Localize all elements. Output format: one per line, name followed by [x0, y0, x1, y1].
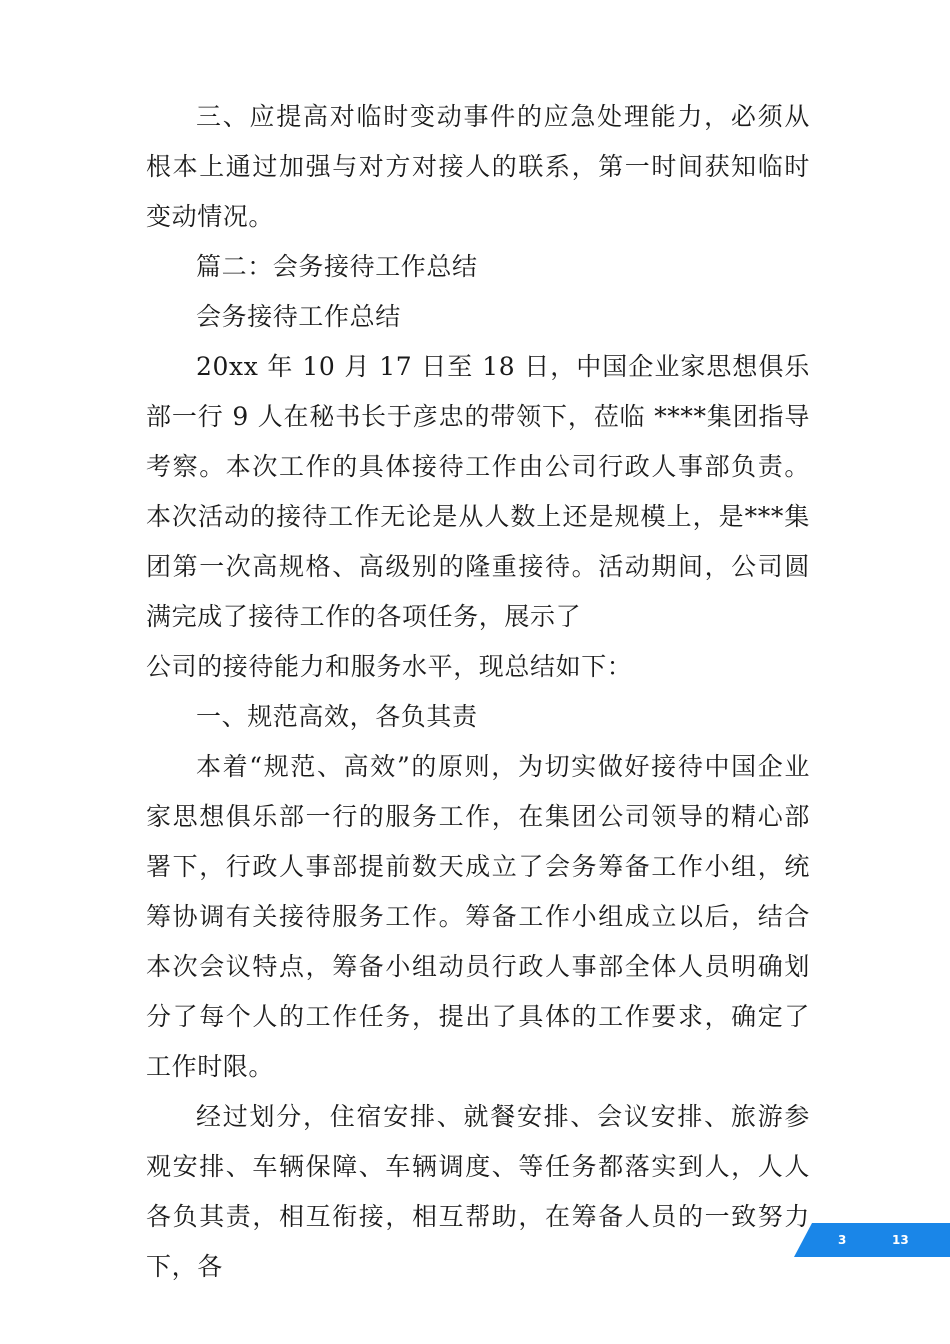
document-body	[146, 92, 810, 1292]
page-footer-band	[794, 1223, 950, 1257]
footer-band-shape	[794, 1223, 950, 1257]
document-title: 会务接待工作总结	[196, 302, 401, 331]
paragraph-preparation-team: 本着“规范、高效”的原则，为切实做好接待中国企业家思想俱乐部一行的服务工作，在集团公司领导的精心部署下，行政人事部提前数天成立了会务筹备工作小组，统筹协调有关接待服务工作。筹备工作小组成立以后，结合本次会议特点，筹备小组动员行政人事部全体人员明确划分了每个人的工作任务，提出了具体的工作要求，确定了工作时限。	[146, 752, 810, 1081]
paragraph-emergency-handling: 三、应提高对临时变动事件的应急处理能力，必须从根本上通过加强与对方对接人的联系，第一时间获知临时变动情况。	[146, 102, 810, 231]
paragraph-summary-intro: 公司的接待能力和服务水平，现总结如下：	[146, 652, 633, 681]
paragraph-event-overview: 20xx 年 10 月 17 日至 18 日，中国企业家思想俱乐部一行 9 人在秘书长于彦忠的带领下，莅临 ****集团指导考察。本次工作的具体接待工作由公司行政人事部负责。本次活动的接待工作无论是从人数上还是规模上，是***集团第一次高规格、高级别的隆重接待。活动期间，公司圆满完成了接待工作的各项任务，展示了	[146, 352, 810, 631]
section-heading-part-two: 篇二：会务接待工作总结	[196, 252, 478, 281]
page-total: 13	[892, 1233, 909, 1247]
subheading-standard-efficient: 一、规范高效，各负其责	[196, 702, 478, 731]
page-number: 3	[838, 1233, 847, 1247]
paragraph-task-division: 经过划分，住宿安排、就餐安排、会议安排、旅游参观安排、车辆保障、车辆调度、等任务都落实到人，人人各负其责，相互衔接，相互帮助，在筹备人员的一致努力下，各	[146, 1102, 810, 1281]
